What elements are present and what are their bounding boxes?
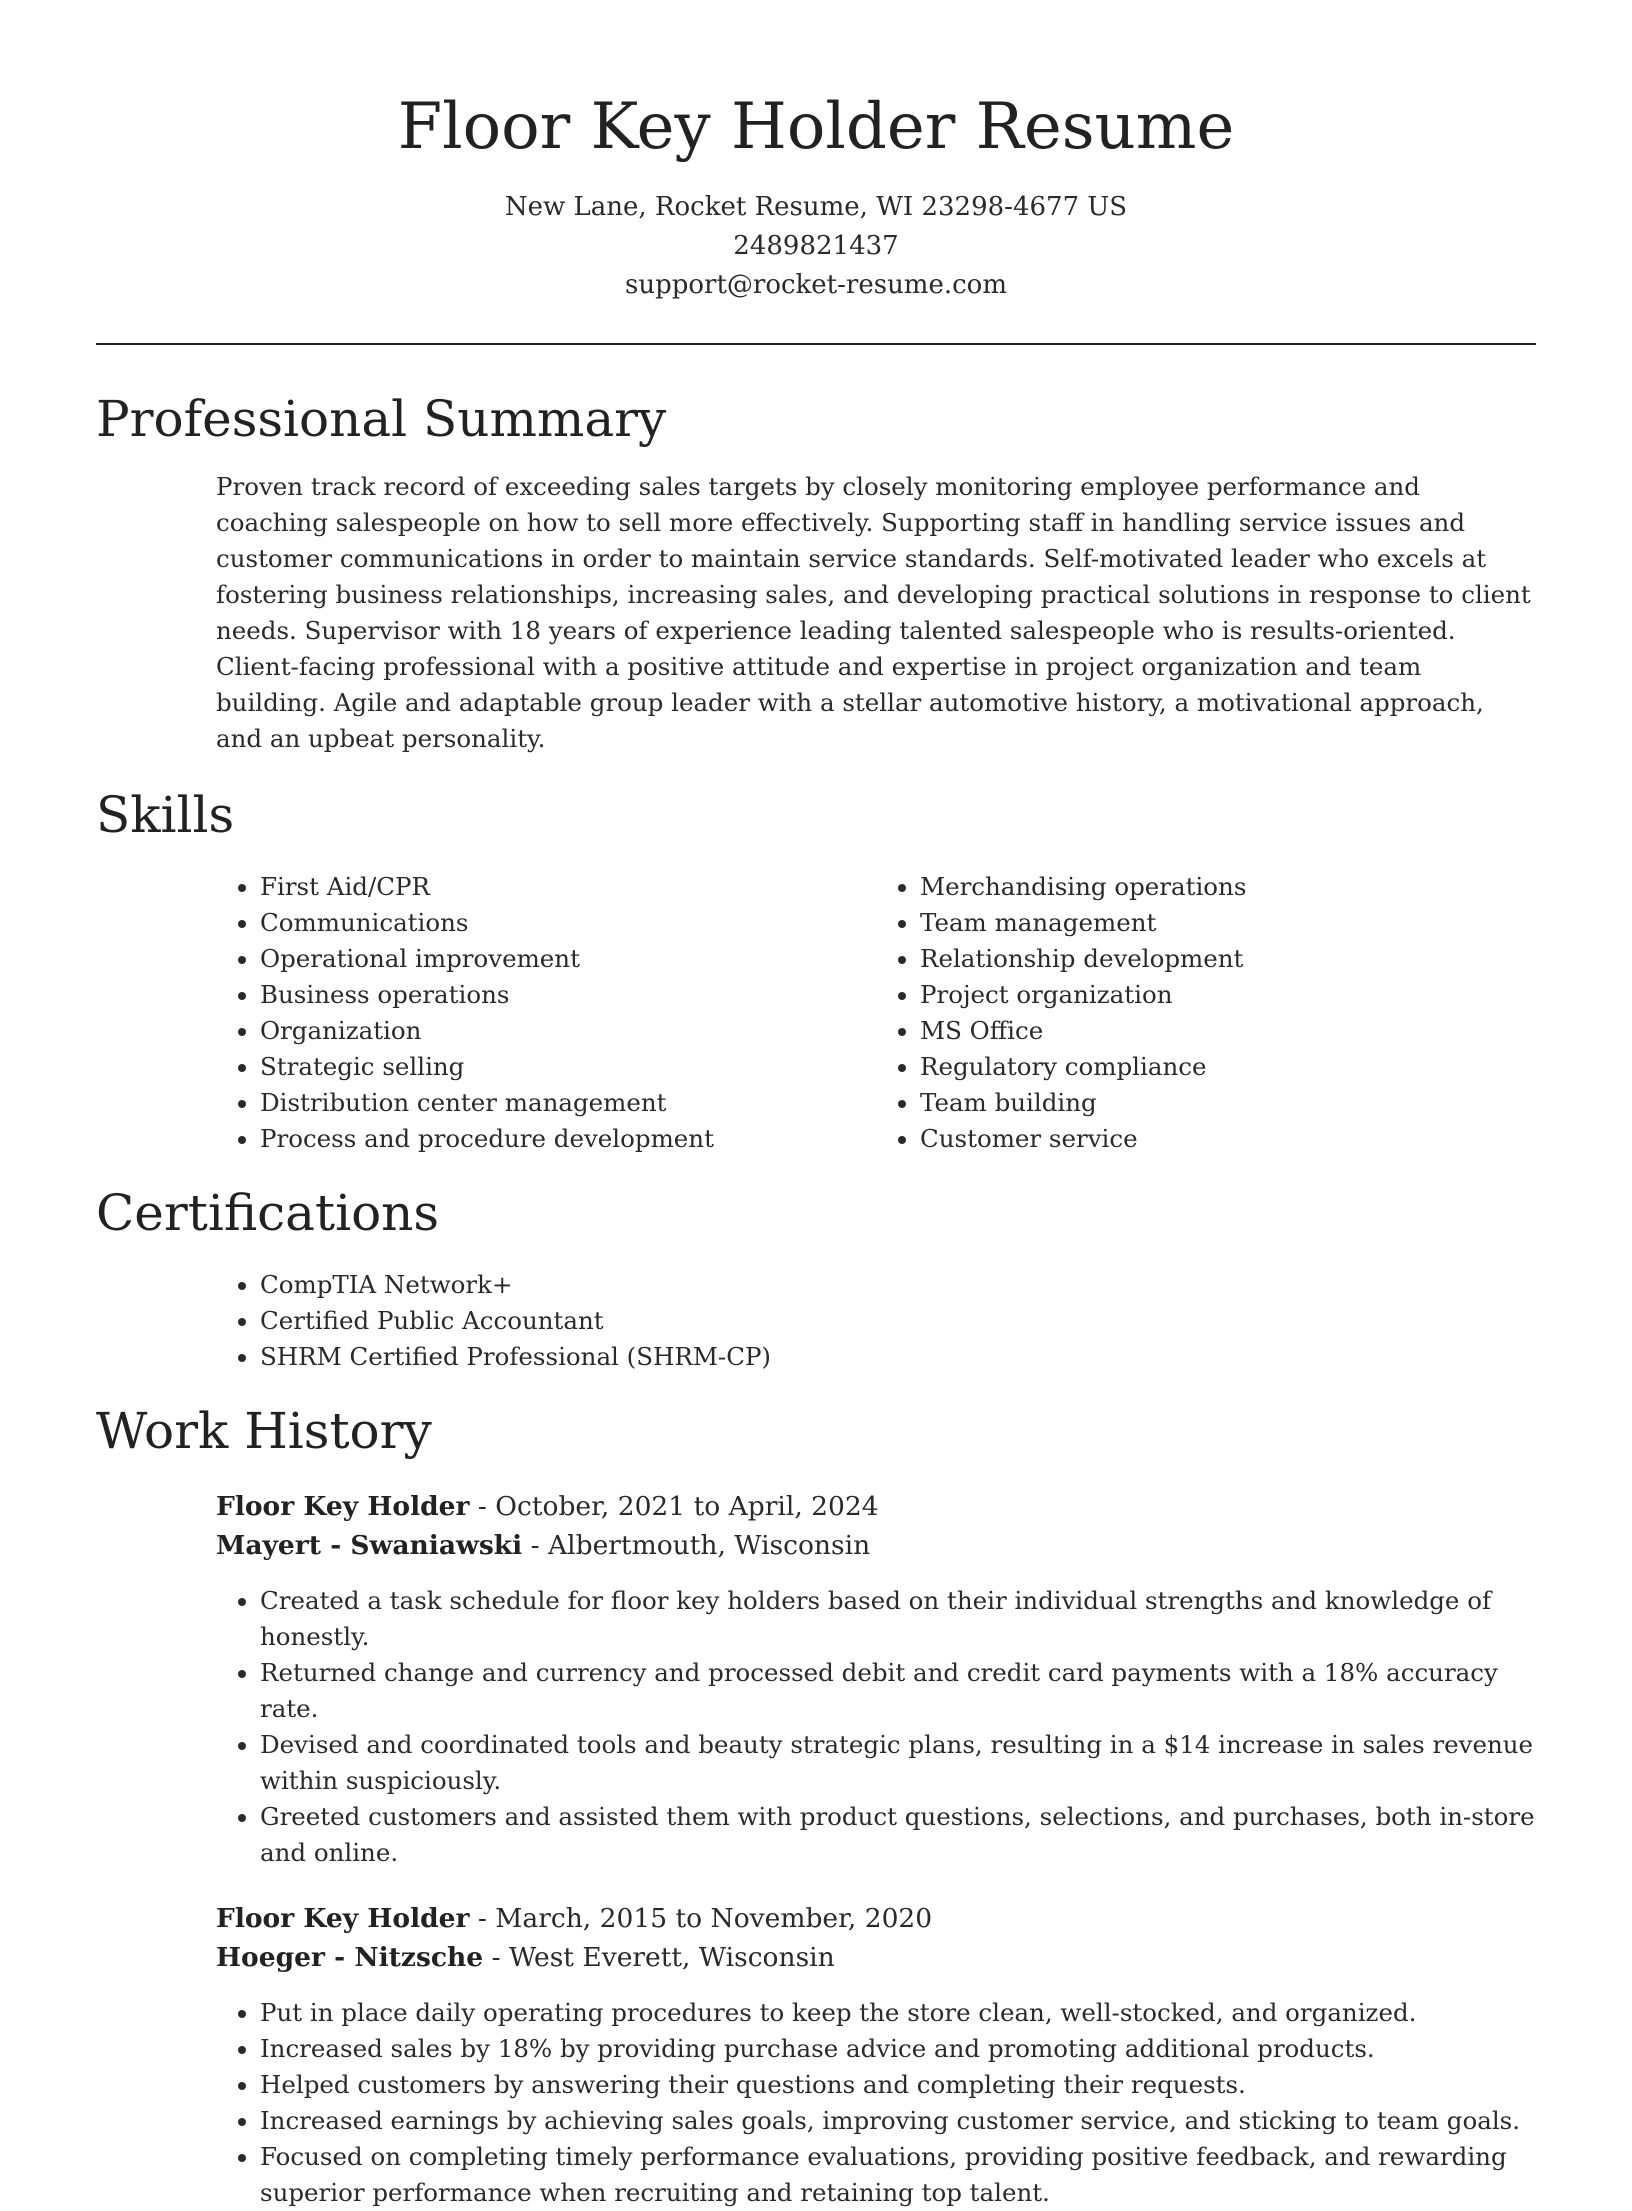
skills-heading: Skills <box>96 786 235 844</box>
job-duty: • Increased earnings by achieving sales goals, improving customer service, and sticking to team goals. <box>260 2103 1536 2139</box>
job-title: Floor Key Holder <box>216 1491 470 1522</box>
job-title: Floor Key Holder <box>216 1903 470 1934</box>
certifications-list <box>216 1267 1536 1375</box>
header-divider <box>96 343 1536 345</box>
resume-title: Floor Key Holder Resume <box>397 90 1235 164</box>
work-history-heading: Work History <box>96 1402 432 1460</box>
job-duty: • Helped customers by answering their questions and completing their requests. <box>260 2067 1536 2103</box>
skill-item: • Organization <box>260 1013 876 1049</box>
work-history-section <box>96 1399 1536 2211</box>
contact-address: New Lane, Rocket Resume, WI 23298-4677 US <box>504 192 1128 222</box>
job-duty: • Devised and coordinated tools and beauty strategic plans, resulting in a $14 increase in sales revenue within suspiciously. <box>260 1727 1536 1799</box>
skill-item: • Team building <box>920 1085 1536 1121</box>
job-duty: • Focused on completing timely performance evaluations, providing positive feedback, and rewarding superior performance when recruiting and retaining top talent. <box>260 2139 1536 2211</box>
job-company: Mayert - Swaniawski <box>216 1530 523 1561</box>
job-duty: • Created a task schedule for floor key holders based on their individual strengths and knowledge of honestly. <box>260 1583 1536 1655</box>
skills-grid <box>216 869 1536 1157</box>
job-duty: • Returned change and currency and processed debit and credit card payments with a 18% accuracy rate. <box>260 1655 1536 1727</box>
summary-text: Proven track record of exceeding sales targets by closely monitoring employee performance and coaching salespeople on how to sell more effectively. Supporting staff in handling service issues and customer communications in order to maintain service standards. Self-motivated leader who excels at fostering business relationships, increasing sales, and developing practical solutions in response to client needs. Supervisor with 18 years of experience leading talented salespeople who is results-oriented. Client-facing professional with a positive attitude and expertise in project organization and team building. Agile and adaptable group leader with a stellar automotive history, a motivational approach, and an upbeat personality. <box>216 472 1531 753</box>
job-location: - Albertmouth, Wisconsin <box>522 1530 871 1561</box>
resume-header <box>96 0 1536 305</box>
professional-summary-section <box>96 387 1536 757</box>
skills-column-left <box>216 869 876 1157</box>
skill-item: • Merchandising operations <box>920 869 1536 905</box>
skill-item: • Operational improvement <box>260 941 876 977</box>
skill-item: • Process and procedure development <box>260 1121 876 1157</box>
skill-item: • Project organization <box>920 977 1536 1013</box>
skill-item: • Regulatory compliance <box>920 1049 1536 1085</box>
certification-item: • SHRM Certified Professional (SHRM-CP) <box>260 1339 1536 1375</box>
certifications-section <box>96 1181 1536 1375</box>
job-duties-list <box>216 1995 1536 2211</box>
job-title-line <box>216 1487 1536 1526</box>
skill-item: • Distribution center management <box>260 1085 876 1121</box>
skill-item: • Strategic selling <box>260 1049 876 1085</box>
skill-item: • Business operations <box>260 977 876 1013</box>
skill-item: • Team management <box>920 905 1536 941</box>
job-dates: - March, 2015 to November, 2020 <box>469 1903 933 1934</box>
skills-section <box>96 783 1536 1157</box>
job-location: - West Everett, Wisconsin <box>483 1942 835 1973</box>
job-company-line <box>216 1938 1536 1977</box>
resume-page <box>96 0 1536 2211</box>
job-entry <box>216 1899 1536 2211</box>
skill-item: • MS Office <box>920 1013 1536 1049</box>
job-duties-list <box>216 1583 1536 1871</box>
certification-item: • CompTIA Network+ <box>260 1267 1536 1303</box>
job-title-line <box>216 1899 1536 1938</box>
summary-heading: Professional Summary <box>96 390 667 448</box>
job-duty: • Increased sales by 18% by providing purchase advice and promoting additional products. <box>260 2031 1536 2067</box>
job-entry <box>216 1487 1536 1871</box>
contact-phone: 2489821437 <box>733 231 899 261</box>
job-duty: • Put in place daily operating procedures to keep the store clean, well-stocked, and organized. <box>260 1995 1536 2031</box>
skill-item: • Communications <box>260 905 876 941</box>
skill-item: • First Aid/CPR <box>260 869 876 905</box>
job-company: Hoeger - Nitzsche <box>216 1942 484 1973</box>
job-company-line <box>216 1526 1536 1565</box>
skill-item: • Customer service <box>920 1121 1536 1157</box>
skill-item: • Relationship development <box>920 941 1536 977</box>
skills-column-right <box>876 869 1536 1157</box>
certifications-heading: Certifications <box>96 1184 440 1242</box>
job-dates: - October, 2021 to April, 2024 <box>469 1491 879 1522</box>
certification-item: • Certified Public Accountant <box>260 1303 1536 1339</box>
job-duty: • Greeted customers and assisted them with product questions, selections, and purchases, both in-store and online. <box>260 1799 1536 1871</box>
contact-email: support@rocket-resume.com <box>624 270 1007 300</box>
